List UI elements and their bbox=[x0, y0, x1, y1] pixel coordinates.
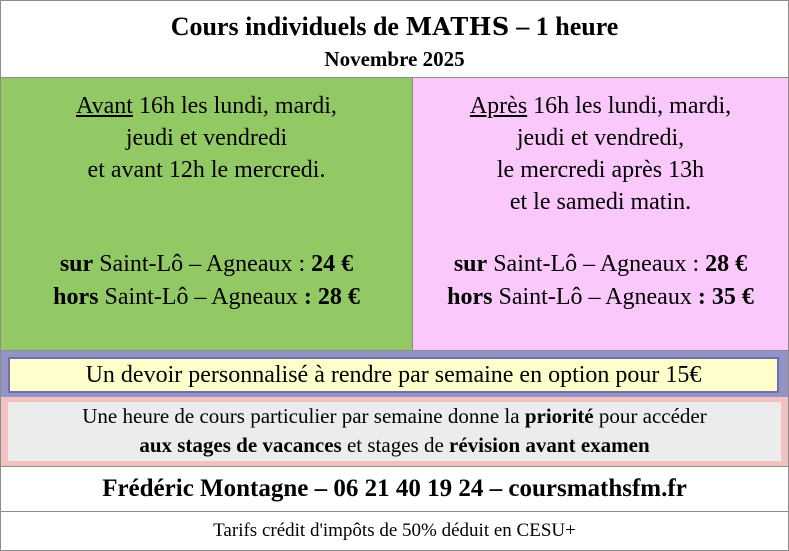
before-price-sur bbox=[1, 248, 412, 281]
after-underlined: Après bbox=[469, 93, 528, 119]
after-line1-rest: 16h les lundi, mardi, bbox=[527, 93, 732, 119]
homework-option-band bbox=[1, 350, 788, 398]
priority-revision: révision avant examen bbox=[449, 433, 650, 457]
priority-l1-a: Une heure de cours particulier par semaine donne la bbox=[82, 404, 525, 428]
after-16h-panel bbox=[413, 78, 788, 350]
before-schedule-line2: jeudi et vendredi bbox=[125, 125, 288, 151]
after-schedule-line2: jeudi et vendredi, bbox=[516, 125, 685, 151]
subtitle-date: Novembre 2025 bbox=[324, 47, 465, 71]
after-prices bbox=[413, 248, 788, 314]
priority-line2 bbox=[8, 431, 781, 460]
sur-price: 24 € bbox=[311, 251, 354, 277]
before-line1-rest: 16h les lundi, mardi, bbox=[132, 93, 337, 119]
title-maths: MATHS bbox=[405, 12, 510, 41]
sur-label: sur bbox=[59, 251, 94, 277]
before-prices bbox=[1, 248, 412, 314]
priority-keyword: priorité bbox=[524, 404, 594, 428]
priority-line1 bbox=[8, 402, 781, 431]
title-before: Cours individuels de bbox=[170, 12, 406, 41]
hors-label: hors bbox=[53, 284, 99, 310]
after-schedule bbox=[413, 90, 788, 218]
after-schedule-line3: le mercredi après 13h bbox=[496, 157, 705, 183]
title-after: – 1 heure bbox=[509, 12, 619, 41]
homework-option-text: Un devoir personnalisé à rendre par semaine en option pour 15€ bbox=[8, 357, 779, 393]
sur-location: Saint-Lô – Agneaux : bbox=[487, 251, 706, 277]
priority-l2-b: et stages de bbox=[341, 433, 450, 457]
before-price-hors bbox=[1, 281, 412, 314]
before-schedule bbox=[1, 90, 412, 186]
before-schedule-line1 bbox=[1, 90, 412, 122]
after-schedule-line1 bbox=[413, 90, 788, 122]
page-title bbox=[1, 12, 788, 42]
priority-stages: aux stages de vacances bbox=[139, 433, 342, 457]
hors-price: : 28 € bbox=[303, 284, 360, 310]
priority-band bbox=[1, 397, 788, 467]
sur-label: sur bbox=[453, 251, 488, 277]
tax-credit-note: Tarifs crédit d'impôts de 50% déduit en CESU+ bbox=[213, 520, 576, 541]
after-schedule-line4: et le samedi matin. bbox=[509, 189, 692, 215]
priority-text bbox=[8, 402, 781, 461]
hors-label: hors bbox=[447, 284, 493, 310]
before-underlined: Avant bbox=[76, 93, 133, 119]
sur-location: Saint-Lô – Agneaux : bbox=[93, 251, 312, 277]
hors-location: Saint-Lô – Agneaux bbox=[98, 284, 304, 310]
after-price-hors bbox=[413, 281, 788, 314]
hors-price: : 35 € bbox=[697, 284, 754, 310]
before-16h-panel bbox=[1, 78, 413, 350]
priority-l1-c: pour accéder bbox=[593, 404, 707, 428]
before-schedule-line3: et avant 12h le mercredi. bbox=[87, 157, 326, 183]
sur-price: 28 € bbox=[705, 251, 748, 277]
header bbox=[1, 1, 788, 78]
contact-line: Frédéric Montagne – 06 21 40 19 24 – coursmathsfm.fr bbox=[1, 467, 788, 512]
after-price-sur bbox=[413, 248, 788, 281]
hors-location: Saint-Lô – Agneaux bbox=[492, 284, 698, 310]
